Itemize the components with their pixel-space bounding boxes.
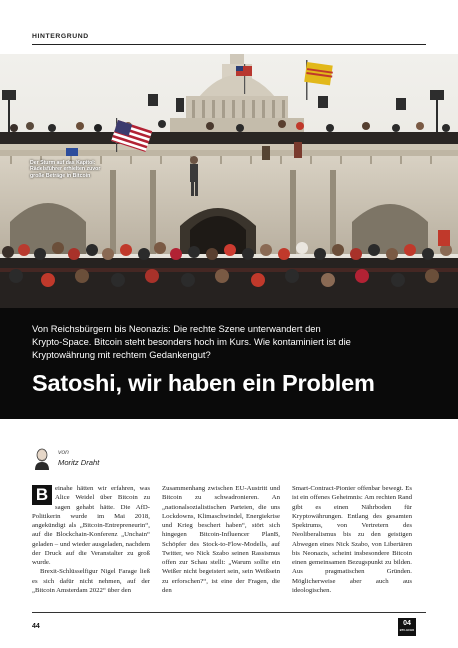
- article-kicker: Von Reichsbürgern bis Neonazis: Die rechte Szene unterwandert den Krypto-Space. Bitcoin steht besonders hoch im Kurs. Wie kontaminiert ist die Kryptowährung mit rechtem Gedankengut?: [32, 323, 351, 361]
- magazine-logo: [398, 618, 416, 636]
- column-3-paragraph-1: Smart-Contract-Pionier offenbar bewegt. Es ist ein offenes Geheimnis: Am rechten Rand gibt es einen Nährboden für Kryptowährungen. Entlang des gesamten Spektrums, von Vertretern des Neoliberalismus bis zu den geistigen Abwegen eines Nick Szabo, von Libertären bis Neonazis, scheint insbesondere Bitcoin einen gemeinsamen Bezugspunkt zu bilden. Aus pragmatischen Gründen. Möglicherweise aber auch aus ideologischen.: [292, 485, 412, 594]
- section-label: HINTERGRUND: [32, 33, 89, 40]
- author-avatar: [32, 446, 52, 470]
- section-divider: [32, 44, 426, 45]
- hero-photo: [0, 54, 458, 308]
- page-number: 44: [32, 623, 40, 630]
- article-column-1: [32, 484, 150, 595]
- article-column-3: [292, 484, 412, 595]
- column-1-paragraph-1: einahe hätten wir erfahren, was Alice Weidel über Bitcoin zu sagen gehabt hätte. Die AfD-Politikerin wurde im Mai 2018, angekündigt als „Bitcoin-Entrepreneurin“, auf die Blockchain-Konferenz „Unchain“ geladen – und wieder ausgeladen, nachdem der Druck auf die Veranstalter zu groß wurde.: [32, 485, 150, 566]
- author-name: Moritz Draht: [58, 458, 100, 467]
- logo-text: BTC-ECHO: [399, 629, 415, 632]
- photo-caption: Der Sturm auf das Kapitol: Rädelsführer erhielten zuvor große Beträge in Bitcoin: [30, 160, 101, 179]
- author-prefix: von: [58, 449, 69, 456]
- drop-cap: B: [32, 485, 52, 505]
- logo-number: 04: [403, 620, 411, 627]
- article-headline: Satoshi, wir haben ein Problem: [32, 370, 375, 396]
- column-1-paragraph-2: Brexit-Schlüsselfigur Nigel Farage ließ es sich dafür nicht nehmen, auf der „Bitcoin Amsterdam 2022“ über den: [32, 568, 150, 594]
- article-column-2: [162, 484, 280, 595]
- footer-divider: [32, 612, 426, 613]
- column-2-paragraph-1: Zusammenhang zwischen EU-Austritt und Bitcoin zu schwadronieren. An „nationalsozialistischen Parteien, die uns Lockdowns, Klimaschwindel, Energiekrise und Krieg beschert haben“, stört sich hingegen Bitcoin-Influencer PlanB, Schöpfer des Stock-to-Flow-Modells, auf Twitter, wo Nick Szabo seinen Rassismus offen zur Schau stellt: „Warum sollte ein Weißer nicht begeistert sein, sein Weißsein zu erforschen?“, ist eine der Fragen, die den: [162, 485, 280, 594]
